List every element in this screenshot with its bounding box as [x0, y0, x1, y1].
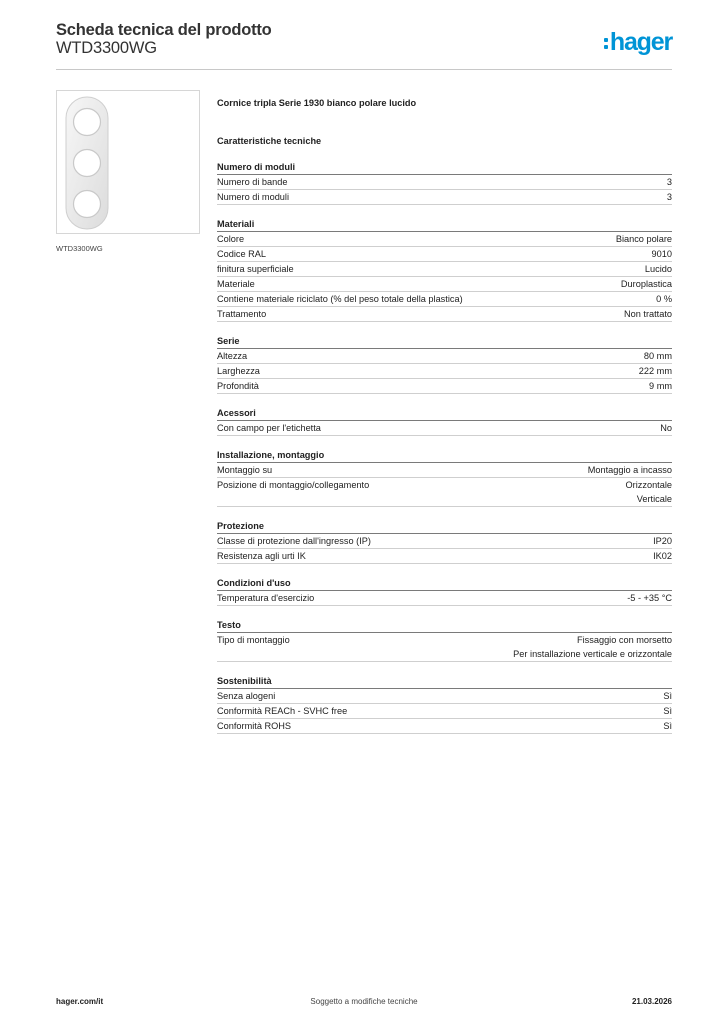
spec-value: [660, 421, 672, 435]
image-caption: WTD3300WG: [56, 244, 103, 253]
spec-row: [217, 175, 672, 190]
spec-row: [217, 190, 672, 205]
spec-value-line: 3: [666, 177, 672, 187]
spec-label: Resistenza agli urti IK: [217, 551, 306, 561]
spec-label: Conformità ROHS: [217, 721, 292, 731]
group-title: Sostenibilità: [217, 674, 672, 689]
footer-notice: Soggetto a modifiche tecniche: [310, 997, 418, 1006]
group-title: Materiali: [217, 217, 672, 232]
triple-frame-icon: [57, 91, 201, 235]
spec-value: [667, 175, 672, 189]
spec-group: [217, 406, 672, 436]
spec-groups: [217, 160, 672, 734]
spec-row: [217, 463, 672, 478]
spec-row: [217, 421, 672, 436]
product-image: [56, 90, 200, 234]
spec-row: [217, 247, 672, 262]
spec-label: Con campo per l'etichetta: [217, 423, 321, 433]
spec-value: [627, 591, 672, 605]
spec-row: [217, 534, 672, 549]
spec-row: [217, 549, 672, 564]
spec-row: [217, 633, 672, 662]
spec-group: [217, 334, 672, 394]
spec-label: Profondità: [217, 381, 259, 391]
spec-value-line: Non trattato: [623, 309, 672, 319]
spec-row: [217, 292, 672, 307]
spec-row: [217, 719, 672, 734]
spec-label: Altezza: [217, 351, 248, 361]
spec-label: Trattamento: [217, 309, 267, 319]
group-title: Installazione, montaggio: [217, 448, 672, 463]
spec-row: [217, 349, 672, 364]
spec-value: [649, 379, 672, 393]
spec-value-line: 222 mm: [638, 366, 672, 376]
group-title: Protezione: [217, 519, 672, 534]
spec-row: [217, 591, 672, 606]
spec-value-line: Verticale: [636, 494, 672, 504]
spec-value-line: 80 mm: [643, 351, 672, 361]
spec-group: [217, 448, 672, 507]
spec-value-line: 9 mm: [649, 381, 672, 391]
spec-group: [217, 217, 672, 322]
footer-date: 21.03.2026: [631, 997, 672, 1006]
spec-value-line: Fissaggio con morsetto: [577, 635, 672, 645]
spec-value-line: Bianco polare: [615, 234, 672, 244]
spec-label: Montaggio su: [217, 465, 273, 475]
spec-value-line: IK02: [653, 551, 672, 561]
spec-label: Codice RAL: [217, 249, 267, 259]
spec-value-line: Sì: [663, 691, 672, 701]
spec-label: finitura superficiale: [217, 264, 294, 274]
spec-value: [624, 307, 672, 321]
spec-group: [217, 576, 672, 606]
spec-label: Numero di bande: [217, 177, 288, 187]
spec-row: [217, 307, 672, 322]
spec-value: [616, 232, 672, 246]
spec-value-line: 9010: [651, 249, 672, 259]
spec-row: [217, 277, 672, 292]
group-title: Serie: [217, 334, 672, 349]
spec-label: Materiale: [217, 279, 255, 289]
spec-value: [653, 549, 672, 563]
spec-label: Posizione di montaggio/collegamento: [217, 480, 370, 490]
spec-label: Colore: [217, 234, 245, 244]
spec-value: [667, 190, 672, 204]
spec-value: [639, 364, 672, 378]
spec-value-line: Orizzontale: [625, 480, 672, 490]
hager-logo: [604, 29, 672, 55]
spec-value: [626, 478, 672, 506]
spec-value: [621, 277, 672, 291]
footer-website: hager.com/it: [56, 997, 104, 1006]
spec-group: [217, 160, 672, 205]
group-title: Condizioni d'uso: [217, 576, 672, 591]
spec-value-line: -5 - +35 °C: [627, 593, 672, 603]
spec-group: [217, 674, 672, 734]
document-title: Scheda tecnica del prodotto: [56, 21, 272, 39]
spec-value: [663, 719, 672, 733]
spec-content: [217, 96, 672, 734]
spec-value: [663, 689, 672, 703]
spec-value-line: Sì: [663, 721, 672, 731]
spec-value: [513, 633, 672, 661]
spec-value-line: Duroplastica: [620, 279, 672, 289]
spec-row: [217, 262, 672, 277]
spec-row: [217, 379, 672, 394]
spec-label: Larghezza: [217, 366, 260, 376]
spec-row: [217, 364, 672, 379]
page-header: [56, 21, 672, 70]
spec-label: Tipo di montaggio: [217, 635, 290, 645]
spec-group: [217, 519, 672, 564]
spec-label: Contiene materiale riciclato (% del peso totale della plastica): [217, 294, 463, 304]
spec-row: [217, 232, 672, 247]
spec-value-line: Lucido: [644, 264, 672, 274]
spec-value: [588, 463, 672, 477]
spec-value: [652, 247, 672, 261]
spec-value: [645, 262, 672, 276]
spec-value-line: 3: [666, 192, 672, 202]
spec-label: Conformità REACh - SVHC free: [217, 706, 348, 716]
spec-value: [663, 704, 672, 718]
spec-group: [217, 618, 672, 662]
spec-value-line: Per installazione verticale e orizzontale: [513, 649, 672, 659]
spec-label: Numero di moduli: [217, 192, 289, 202]
product-name: Cornice tripla Serie 1930 bianco polare lucido: [217, 98, 417, 108]
spec-value-line: IP20: [653, 536, 672, 546]
spec-label: Classe di protezione dall'ingresso (IP): [217, 536, 371, 546]
logo-colon-icon: [604, 38, 608, 49]
spec-value: [656, 292, 672, 306]
spec-label: Temperatura d'esercizio: [217, 593, 315, 603]
spec-value-line: No: [660, 423, 672, 433]
spec-label: Senza alogeni: [217, 691, 276, 701]
spec-value-line: Sì: [663, 706, 672, 716]
group-title: Testo: [217, 618, 672, 633]
section-heading: Caratteristiche tecniche: [217, 136, 322, 146]
logo-text: hager: [609, 28, 672, 56]
spec-row: [217, 478, 672, 507]
spec-value-line: 0 %: [656, 294, 672, 304]
product-code: WTD3300WG: [56, 39, 157, 57]
spec-row: [217, 689, 672, 704]
group-title: Acessori: [217, 406, 672, 421]
spec-value: [644, 349, 672, 363]
spec-value-line: Montaggio a incasso: [587, 465, 672, 475]
spec-row: [217, 704, 672, 719]
group-title: Numero di moduli: [217, 160, 672, 175]
spec-value: [653, 534, 672, 548]
